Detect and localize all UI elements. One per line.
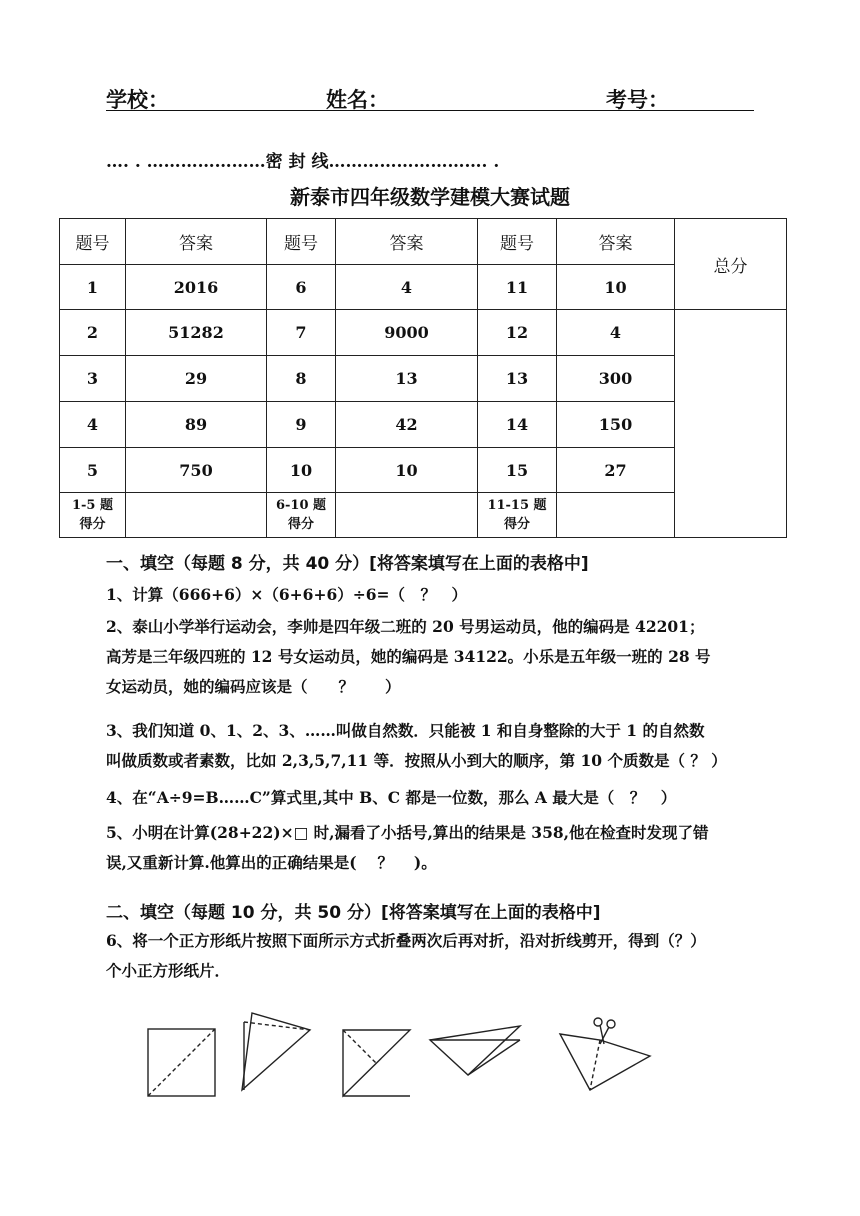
answer-cell: 9000 (336, 310, 478, 356)
answer-cell: 51282 (126, 310, 267, 356)
section-heading: 二、填空（每题 10 分，共 50 分）[将答案填写在上面的表格中] (106, 903, 601, 923)
answer-cell: 13 (336, 356, 478, 402)
question-line: 误,又重新计算.他算出的正确结果是( ？ )。 (106, 853, 437, 872)
question-number: 8 (267, 356, 336, 402)
folded-triangle-flat-icon (430, 1026, 520, 1075)
question-block (106, 580, 758, 610)
question-line: 个小正方形纸片． (106, 961, 231, 980)
answer-cell: 42 (336, 402, 478, 448)
folding-figure (140, 1012, 660, 1102)
question-number: 2 (60, 310, 126, 356)
col-question: 题号 (267, 219, 336, 265)
id-label: 考号： (606, 88, 669, 112)
page-title: 新泰市四年级数学建模大赛试题 (290, 185, 570, 209)
question-number: 9 (267, 402, 336, 448)
section-heading: 一、填空（每题 8 分，共 40 分）[将答案填写在上面的表格中] (106, 554, 589, 574)
question-number: 14 (478, 402, 557, 448)
answer-cell: 150 (557, 402, 675, 448)
col-question: 题号 (60, 219, 126, 265)
answer-cell: 300 (557, 356, 675, 402)
question-number: 1 (60, 265, 126, 310)
question-block (106, 783, 758, 813)
square-fold-icon (343, 1030, 410, 1096)
question-line: 3、我们知道 0、1、2、3、……叫做自然数．只能被 1 和自身整除的大于 1 的自然数 (106, 721, 705, 740)
question-number: 4 (60, 402, 126, 448)
subtotal-label: 6-10 题 得分 (267, 493, 336, 538)
question-number: 10 (267, 448, 336, 493)
answer-cell: 4 (336, 265, 478, 310)
subtotal-score (336, 493, 478, 538)
answer-cell: 10 (557, 265, 675, 310)
question-block (106, 926, 758, 986)
total-label: 总分 (675, 219, 787, 310)
col-answer: 答案 (557, 219, 675, 265)
seal-line: …. . …………………密 封 线………………………. . (106, 152, 500, 172)
question-block (106, 818, 758, 878)
scissors-cut-icon (560, 1018, 650, 1090)
answer-cell: 89 (126, 402, 267, 448)
question-number: 5 (60, 448, 126, 493)
name-label: 姓名： (326, 88, 389, 112)
col-answer: 答案 (336, 219, 478, 265)
answer-cell: 750 (126, 448, 267, 493)
question-line: 1、计算（666+6）×（6+6+6）÷6=（ ？ ） (106, 585, 467, 604)
subtotal-label: 1-5 题 得分 (60, 493, 126, 538)
question-line: 高芳是三年级四班的 12 号女运动员，她的编码是 34122。小乐是五年级一班的 28 号 (106, 647, 711, 666)
question-number: 6 (267, 265, 336, 310)
question-number: 12 (478, 310, 557, 356)
question-number: 11 (478, 265, 557, 310)
col-answer: 答案 (126, 219, 267, 265)
table-row (60, 310, 787, 356)
answer-cell: 27 (557, 448, 675, 493)
question-line: 2、泰山小学举行运动会，李帅是四年级二班的 20 号男运动员，他的编码是 42201； (106, 617, 705, 636)
answer-cell: 2016 (126, 265, 267, 310)
subtotal-score (557, 493, 675, 538)
col-question: 题号 (478, 219, 557, 265)
school-label: 学校： (106, 88, 169, 112)
question-block (106, 612, 758, 702)
total-score-cell (675, 310, 787, 538)
answer-cell: 10 (336, 448, 478, 493)
answer-cell: 4 (557, 310, 675, 356)
question-line: 5、小明在计算(28+22)×□ 时,漏看了小括号,算出的结果是 358,他在检查时发现了错 (106, 823, 709, 842)
exam-header (106, 84, 754, 111)
question-number: 3 (60, 356, 126, 402)
question-block (106, 716, 758, 776)
question-number: 13 (478, 356, 557, 402)
answer-cell: 29 (126, 356, 267, 402)
question-line: 6、将一个正方形纸片按照下面所示方式折叠两次后再对折，沿对折线剪开，得到（？） (106, 931, 706, 950)
question-line: 女运动员，她的编码应该是（ ？ ） (106, 677, 401, 696)
table-header-row (60, 219, 787, 265)
question-line: 叫做质数或者素数，比如 2,3,5,7,11 等．按照从小到大的顺序，第 10 个质数是（ ？ ） (106, 751, 727, 770)
answer-table (59, 218, 787, 538)
subtotal-score (126, 493, 267, 538)
question-number: 15 (478, 448, 557, 493)
folded-triangle-icon (242, 1013, 310, 1090)
square-paper-icon (148, 1029, 215, 1096)
question-number: 7 (267, 310, 336, 356)
subtotal-label: 11-15 题 得分 (478, 493, 557, 538)
question-line: 4、在“A÷9=B……C”算式里,其中 B、C 都是一位数，那么 A 最大是（ ？ ） (106, 788, 677, 807)
